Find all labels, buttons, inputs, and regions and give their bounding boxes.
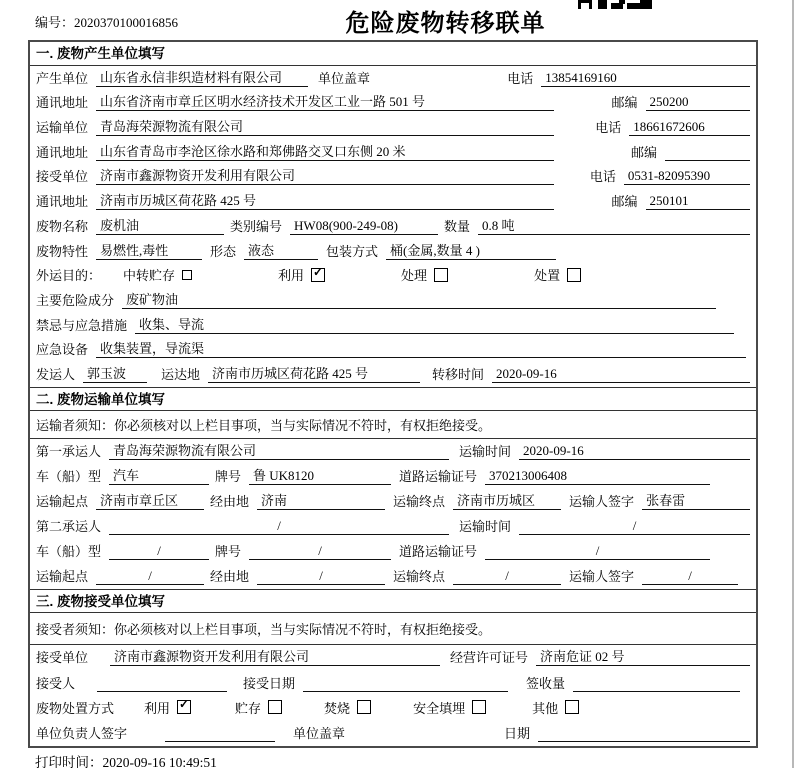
- field-label: 单位负责人签字: [36, 726, 128, 741]
- field-label: 接受单位: [36, 169, 89, 185]
- producer-address: 山东省济南市章丘区明水经济技术开发区工业一路 501 号: [96, 91, 554, 111]
- field-label: 接受人: [36, 675, 76, 691]
- checkbox-label: 焚烧: [324, 700, 351, 716]
- serial-number: 2020370100016856: [74, 15, 179, 30]
- checkbox-label: 处理: [401, 268, 428, 284]
- print-time-label: 打印时间：: [35, 755, 103, 768]
- checkbox-unchecked-icon: [567, 268, 581, 282]
- checkbox-label: 贮存: [235, 700, 262, 716]
- unit-head-signature: [165, 726, 275, 742]
- first-transport-date: 2020-09-16: [519, 443, 750, 460]
- checkbox-unchecked-icon: [472, 700, 486, 714]
- form-row: [30, 214, 756, 239]
- form-row: [30, 313, 756, 338]
- field-label: 废物名称: [36, 218, 89, 234]
- first-plate-number: 鲁 UK8120: [249, 465, 391, 485]
- field-label: 牌号: [215, 544, 242, 559]
- form-row: [30, 115, 756, 140]
- form-row: [30, 91, 756, 116]
- first-via: 济南: [257, 490, 385, 510]
- field-label: 车（船）型: [36, 469, 102, 484]
- field-label: 签收量: [526, 675, 566, 691]
- section-3-header: 三. 废物接受单位填写: [30, 589, 756, 613]
- manifest-form: [28, 40, 758, 748]
- field-label: 废物特性: [36, 243, 89, 259]
- first-origin: 济南市章丘区: [96, 490, 204, 510]
- transporter-phone: 18661672606: [629, 119, 750, 136]
- receiver-unit: 济南市鑫源物资开发利用有限公司: [96, 165, 554, 185]
- field-label: 电话: [589, 169, 616, 185]
- form-row: [30, 696, 756, 721]
- form-row: [30, 645, 756, 670]
- page-edge-divider: [792, 0, 794, 768]
- main-hazardous-component: 废矿物油: [122, 289, 716, 309]
- checkbox-dispose: [534, 265, 581, 284]
- field-label: 电话: [595, 120, 622, 136]
- producer-unit: 山东省永信非织造材料有限公司: [96, 67, 308, 87]
- form-row: [30, 338, 756, 363]
- field-label: 废物处置方式: [36, 700, 115, 716]
- field-label: 转移时间: [432, 366, 485, 382]
- contraindications-emergency-measures: 收集、导流: [135, 314, 734, 334]
- form-row: [30, 721, 756, 746]
- receiving-date: [303, 676, 508, 692]
- field-label: 接受单位: [36, 650, 89, 666]
- checkbox-label: 处置: [534, 268, 561, 284]
- second-transporter-signature: /: [642, 568, 738, 585]
- field-label: 包装方式: [326, 243, 379, 259]
- section-2-note: 运输者须知：你必须核对以上栏目事项，当与实际情况不符时，有权拒绝接受。: [30, 411, 756, 439]
- waste-form: 液态: [244, 240, 318, 260]
- field-label: 道路运输证号: [399, 469, 478, 484]
- checkbox-store: [235, 698, 282, 717]
- form-row: [30, 489, 756, 514]
- field-label: 经由地: [210, 494, 250, 509]
- form-row: [30, 670, 756, 695]
- form-row: [30, 264, 756, 289]
- waste-quantity: 0.8 吨: [478, 215, 750, 235]
- checkbox-unchecked-icon: [182, 270, 192, 280]
- print-time-line: [35, 751, 217, 768]
- form-row: [30, 239, 756, 264]
- field-label: 运输单位: [36, 120, 89, 136]
- print-time-value: 2020-09-16 10:49:51: [102, 755, 217, 768]
- field-label: 应急设备: [36, 342, 89, 358]
- field-label: 经营许可证号: [450, 650, 529, 666]
- first-terminus: 济南市历城区: [453, 490, 561, 510]
- receiver-zip: 250101: [646, 193, 750, 210]
- transporter-zip: [665, 145, 750, 161]
- form-row: [30, 439, 756, 464]
- first-vehicle-type: 汽车: [109, 465, 209, 485]
- checkbox-secure-landfill: [413, 698, 486, 717]
- field-label: 通讯地址: [36, 95, 89, 111]
- field-label: 经由地: [210, 569, 250, 584]
- consignor: 郭玉波: [83, 363, 147, 383]
- form-row: [30, 464, 756, 489]
- first-carrier: 青岛海荣源物流有限公司: [109, 440, 449, 460]
- label-unit-seal: 单位盖章: [318, 70, 371, 86]
- section-1-body: [30, 66, 756, 387]
- second-terminus: /: [453, 568, 561, 585]
- checkbox-checked-icon: [177, 700, 191, 714]
- field-label: 邮编: [631, 144, 658, 160]
- checkbox-label: 利用: [278, 268, 305, 284]
- field-label: 通讯地址: [36, 194, 89, 210]
- checkbox-checked-icon: [311, 268, 325, 282]
- second-plate-number: /: [249, 543, 391, 560]
- checkbox-label: 中转贮存: [123, 268, 176, 284]
- transfer-date: 2020-09-16: [492, 366, 750, 383]
- waste-category-code: HW08(900-249-08): [290, 218, 438, 235]
- field-label: 道路运输证号: [399, 544, 478, 559]
- field-label: 邮编: [611, 194, 638, 210]
- field-label: 发运人: [36, 366, 76, 382]
- field-label: 运输起点: [36, 569, 89, 584]
- checkbox-label: 利用: [144, 700, 171, 716]
- field-label: 第一承运人: [36, 444, 102, 459]
- waste-name: 废机油: [96, 215, 224, 235]
- field-label: 接受日期: [243, 675, 296, 691]
- checkbox-utilize-receiver: [144, 698, 191, 717]
- field-label: 运输时间: [459, 444, 512, 459]
- second-origin: /: [96, 568, 204, 585]
- checkbox-incinerate: [324, 698, 371, 717]
- second-road-transport-cert: /: [485, 543, 710, 560]
- transporter-unit: 青岛海荣源物流有限公司: [96, 116, 554, 136]
- form-row: [30, 66, 756, 91]
- section-3-note: 接受者须知：你必须核对以上栏目事项，当与实际情况不符时，有权拒绝接受。: [30, 613, 756, 645]
- form-row: [30, 165, 756, 190]
- second-carrier: /: [109, 518, 449, 535]
- received-quantity: [573, 676, 740, 692]
- seal-date: [538, 726, 750, 742]
- field-label: 运输起点: [36, 494, 89, 509]
- field-label: 数量: [444, 218, 471, 234]
- field-label: 牌号: [215, 469, 242, 484]
- field-label: 外运目的：: [36, 268, 102, 284]
- checkbox-unchecked-icon: [357, 700, 371, 714]
- second-via: /: [257, 568, 385, 585]
- field-label: 禁忌与应急措施: [36, 317, 128, 333]
- field-label: 运达地: [161, 366, 201, 382]
- first-road-transport-cert: 370213006408: [485, 468, 710, 485]
- field-label: 运输人签字: [569, 494, 635, 509]
- section-2-body: [30, 439, 756, 589]
- packing-method: 桶(金属,数量 4 ): [386, 240, 556, 260]
- producer-zip: 250200: [646, 94, 750, 111]
- section-2-header: 二. 废物运输单位填写: [30, 387, 756, 411]
- receiving-unit: 济南市鑫源物资开发利用有限公司: [110, 646, 440, 666]
- first-transporter-signature: 张春雷: [642, 490, 750, 510]
- receiver-address: 济南市历城区荷花路 425 号: [96, 190, 554, 210]
- form-row: [30, 140, 756, 165]
- field-label: 运输时间: [459, 519, 512, 534]
- business-license-number: 济南危证 02 号: [536, 646, 750, 666]
- transporter-address: 山东省青岛市李沧区徐水路和郑佛路交叉口东侧 20 米: [96, 141, 554, 161]
- field-label: 产生单位: [36, 70, 89, 86]
- field-label: 第二承运人: [36, 519, 102, 534]
- field-label: 日期: [503, 726, 530, 741]
- waste-characteristics: 易燃性,毒性: [96, 240, 202, 260]
- form-row: [30, 514, 756, 539]
- field-label: 主要危险成分: [36, 292, 115, 308]
- field-label: 类别编号: [230, 218, 283, 234]
- checkbox-transfer-storage: [123, 265, 192, 284]
- form-row: [30, 189, 756, 214]
- second-vehicle-type: /: [109, 543, 209, 560]
- field-label: 电话: [507, 70, 534, 86]
- field-label: 邮编: [611, 95, 638, 111]
- receiver-person: [97, 676, 227, 692]
- form-row: [30, 539, 756, 564]
- field-label: 形态: [210, 243, 237, 259]
- field-label: 运输人签字: [569, 569, 635, 584]
- checkbox-label: 其他: [532, 700, 559, 716]
- checkbox-unchecked-icon: [434, 268, 448, 282]
- section-3-body: [30, 645, 756, 746]
- receiver-phone: 0531-82095390: [624, 168, 750, 185]
- checkbox-utilize: [278, 265, 325, 284]
- form-row: [30, 362, 756, 387]
- field-label: 运输终点: [393, 569, 446, 584]
- field-label: 通讯地址: [36, 144, 89, 160]
- section-1-header: 一. 废物产生单位填写: [30, 42, 756, 66]
- checkbox-unchecked-icon: [565, 700, 579, 714]
- form-row: [30, 288, 756, 313]
- serial-label: 编号：: [35, 15, 75, 30]
- field-label: 车（船）型: [36, 544, 102, 559]
- page-title: 危险废物转移联单: [345, 11, 546, 37]
- emergency-equipment: 收集装置，导流渠: [96, 338, 746, 358]
- checkbox-label: 安全填埋: [413, 700, 466, 716]
- checkbox-other: [532, 698, 579, 717]
- destination: 济南市历城区荷花路 425 号: [208, 363, 420, 383]
- second-transport-date: /: [519, 518, 750, 535]
- checkbox-treat: [401, 265, 448, 284]
- form-row: [30, 564, 756, 589]
- field-label: 运输终点: [393, 494, 446, 509]
- checkbox-unchecked-icon: [268, 700, 282, 714]
- producer-phone: 13854169160: [541, 70, 750, 87]
- label-unit-seal-receiver: 单位盖章: [293, 726, 346, 741]
